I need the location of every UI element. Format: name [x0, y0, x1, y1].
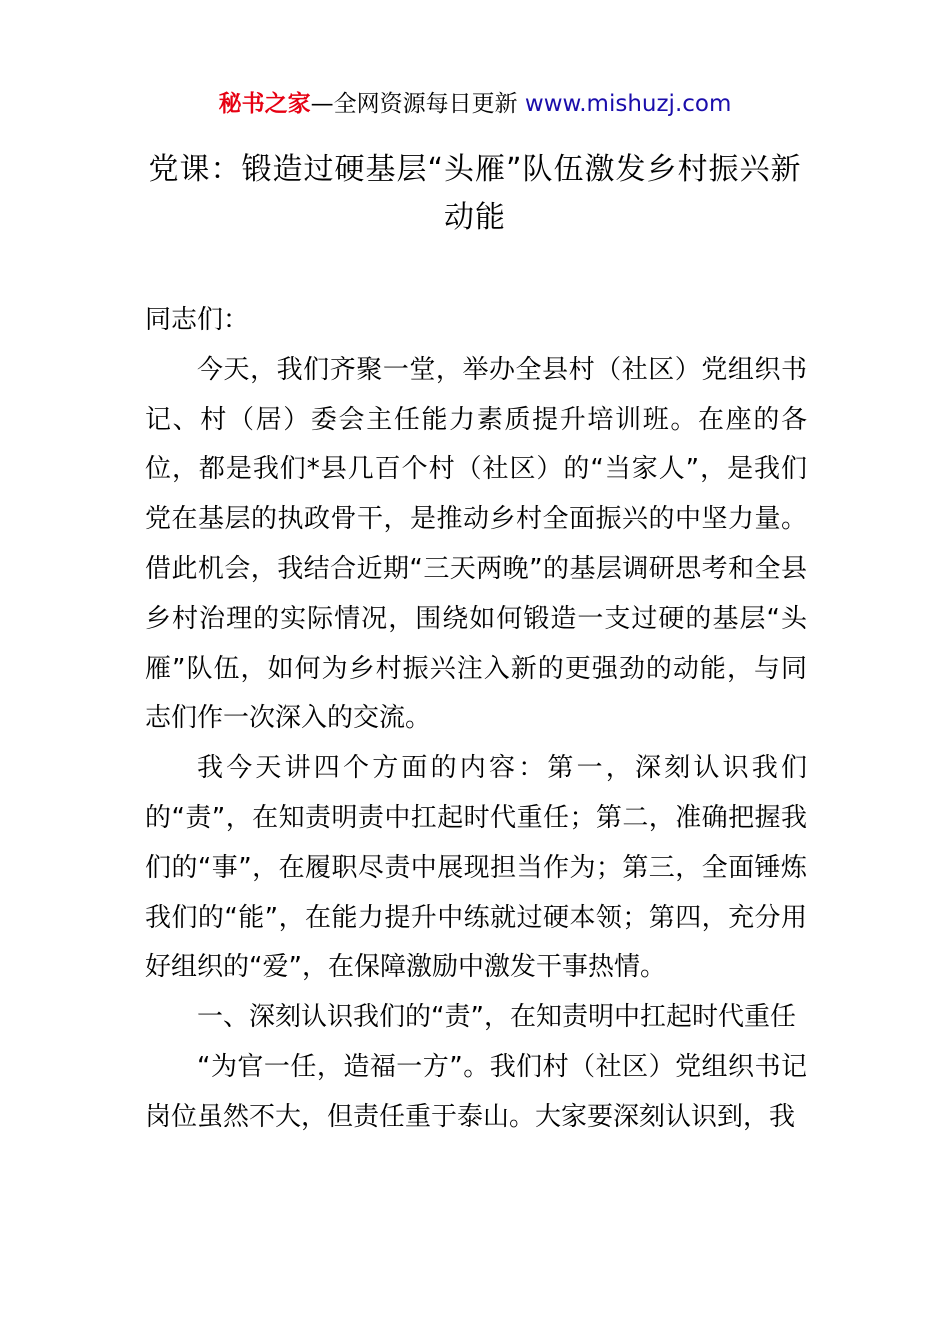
site-tagline: —全网资源每日更新 — [310, 91, 525, 117]
salutation: 同志们： — [145, 305, 250, 335]
paragraph-outline: 我今天讲四个方面的内容：第一，深刻认识我们的“责”，在知责明责中扛起时代重任；第二，准确把握我们的“事”，在履职尽责中展现担当作为；第三，全面锤炼我们的“能”，在能力提升中练就过硬本领；第四，充分用好组织的“爱”，在保障激励中激发干事热情。 — [145, 753, 807, 983]
site-brand: 秘书之家 — [218, 91, 311, 117]
site-header — [0, 86, 950, 122]
paragraph-section-1: “为官一任，造福一方”。我们村（社区）党组织书记岗位虽然不大，但责任重于泰山。大家要深刻认识到，我 — [145, 1051, 807, 1132]
section-heading-1: 一、深刻认识我们的“责”，在知责明中扛起时代重任 — [197, 1002, 796, 1033]
paragraph-intro: 今天，我们齐聚一堂，举办全县村（社区）党组织书记、村（居）委会主任能力素质提升培训班。在座的各位，都是我们*县几百个村（社区）的“当家人”，是我们党在基层的执政骨干，是推动乡村全面振兴的中坚力量。借此机会，我结合近期“三天两晚”的基层调研思考和全县乡村治理的实际情况，围绕如何锻造一支过硬的基层“头雁”队伍，如何为乡村振兴注入新的更强劲的动能，与同志们作一次深入的交流。 — [145, 354, 807, 734]
document-title: 党课：锻造过硬基层“头雁”队伍激发乡村振兴新动能 — [148, 152, 802, 235]
document-body — [145, 296, 807, 1143]
site-url-link[interactable]: www.mishuzj.com — [524, 91, 732, 117]
